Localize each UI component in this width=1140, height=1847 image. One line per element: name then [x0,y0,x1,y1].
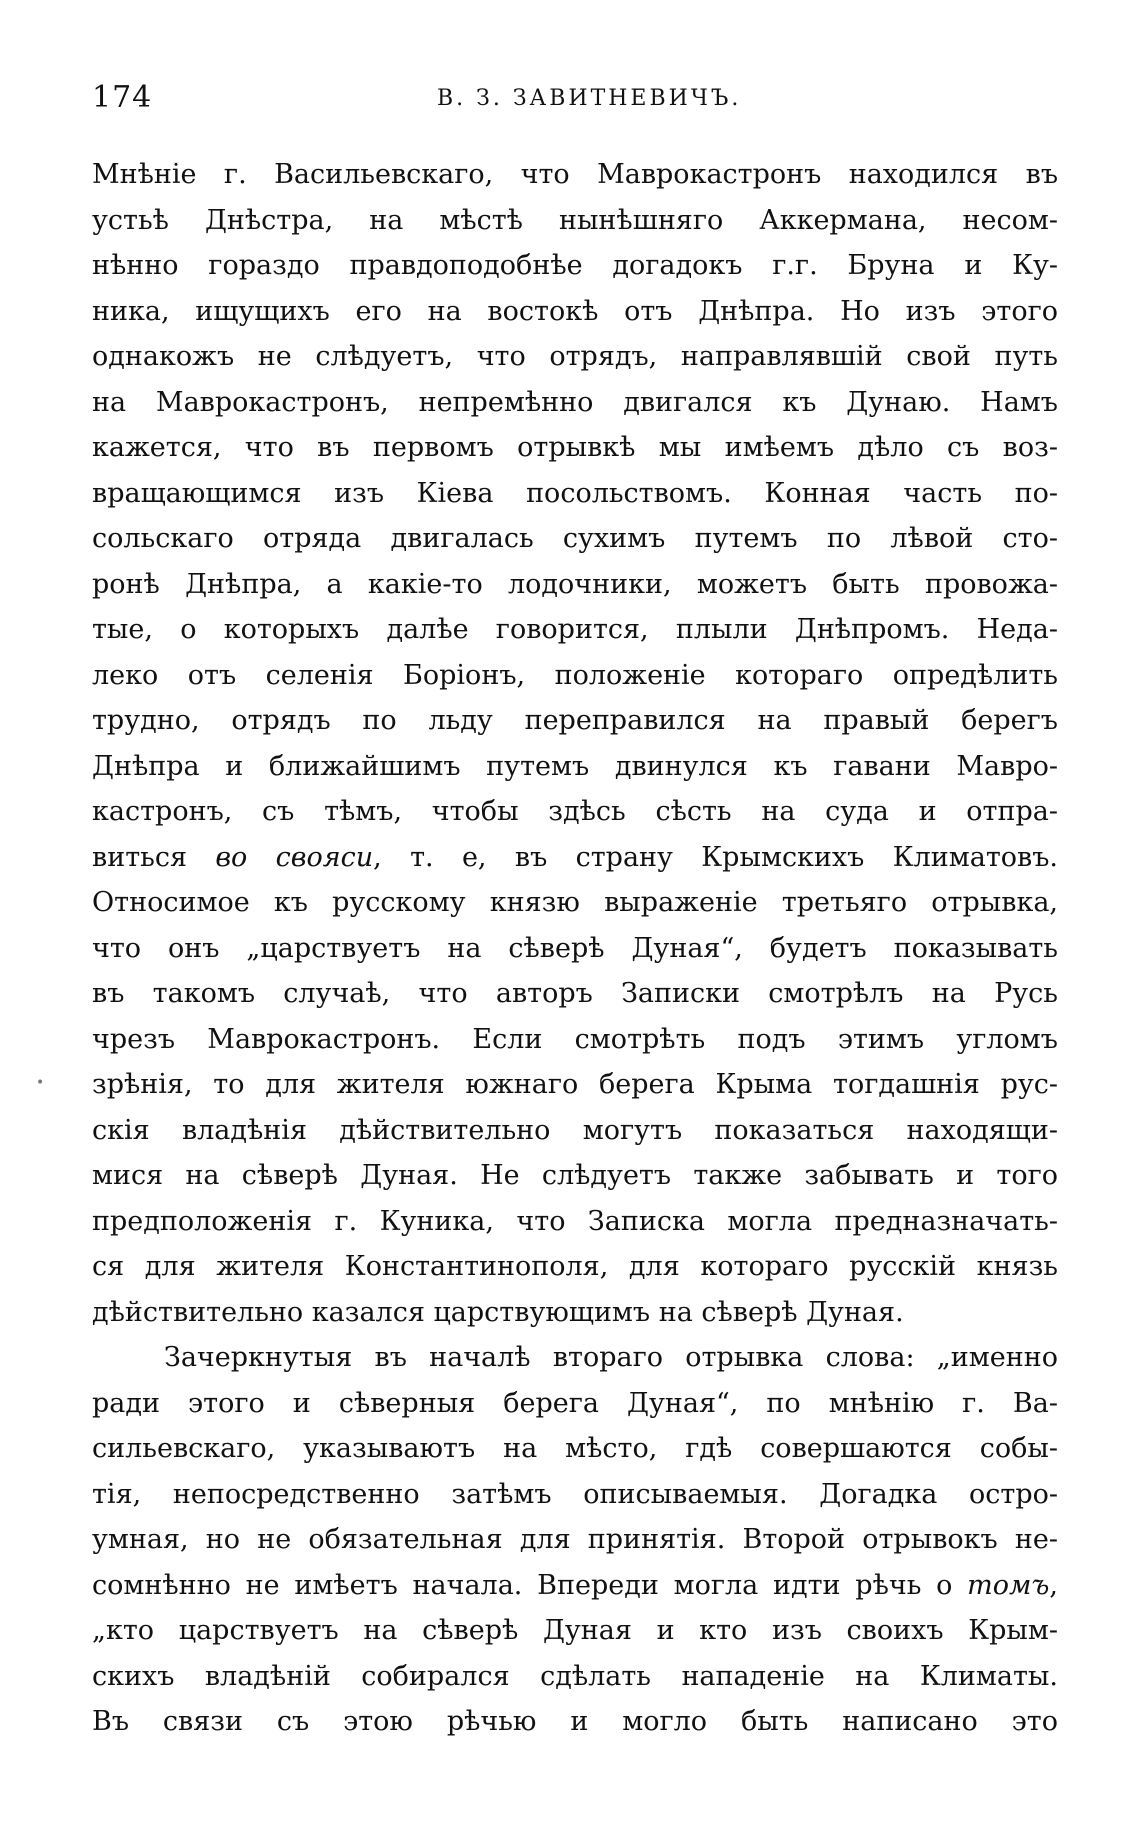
body-text [92,152,1058,1745]
text-line: ника, ищущихъ его на востокѣ отъ Днѣпра. Но изъ этого [92,295,1058,327]
running-head: В. З. ЗАВИТНЕВИЧЪ. [437,86,742,111]
text-line: мися на сѣверѣ Дуная. Не слѣдуетъ также забывать и того [92,1160,1058,1191]
italic-phrase: томъ [967,1569,1050,1601]
text-line: ронѣ Днѣпра, а какіе-то лодочники, можетъ быть провожа- [92,568,1058,600]
text-line: нѣнно гораздо правдоподобнѣе догадокъ г.г. Бруна и Ку- [92,250,1058,281]
text-line: Мнѣніе г. Васильевскаго, что Маврокастронъ находился въ [92,159,1058,190]
text-line: трудно, отрядъ по льду переправился на правый берегъ [92,705,1058,736]
page-header [92,80,1052,120]
text-line: на Маврокастронъ, непремѣнно двигался къ Дунаю. Намъ [92,386,1058,418]
text-line: вращающимся изъ Кіева посольствомъ. Конная часть по- [92,477,1058,509]
text-line: зрѣнія, то для жителя южнаго берега Крыма тогдашнія рус- [92,1069,1058,1100]
text-line: кастронъ, съ тѣмъ, чтобы здѣсь сѣсть на суда и отпра- [92,796,1058,827]
text-line: чрезъ Маврокастронъ. Если смотрѣть подъ этимъ угломъ [92,1023,1058,1055]
text-line: однакожъ не слѣдуетъ, что отрядъ, направлявшій свой путь [92,341,1058,372]
text-line: въ такомъ случаѣ, что авторъ Записки смотрѣлъ на Русь [92,978,1058,1009]
text-line: „кто царствуетъ на сѣверѣ Дуная и кто изъ своихъ Крым- [92,1615,1058,1646]
paragraph-1 [92,152,1058,1335]
text-line: предположенія г. Куника, что Записка могла предназначать- [92,1205,1058,1237]
text-line: кажется, что въ первомъ отрывкѣ мы имѣемъ дѣло съ воз- [92,432,1058,463]
text-line: скія владѣнія дѣйствительно могутъ показаться находящи- [92,1114,1058,1146]
text-line: ради этого и сѣверныя берега Дуная“, по мнѣнію г. Ва- [92,1387,1058,1419]
text-line: что онъ „царствуетъ на сѣверѣ Дуная“, будетъ показывать [92,932,1058,964]
text-line: Относимое къ русскому князю выраженіе третьяго отрывка, [92,887,1058,918]
text-line: скихъ владѣній собирался сдѣлать нападеніе на Климаты. [92,1660,1058,1692]
margin-mark: • [36,1075,45,1091]
text-line: Зачеркнутыя въ началѣ втораго отрывка слова: „именно [164,1342,1058,1373]
text-line: ся для жителя Константинополя, для котораго русскій князь [92,1251,1058,1282]
paragraph-2 [92,1335,1058,1745]
text-line: умная, но не обязательная для принятія. Второй отрывокъ не- [92,1524,1058,1555]
text-line-italic: виться во свояси, т. е, въ страну Крымскихъ Климатовъ. [92,841,1058,873]
text-line: дѣйствительно казался царствующимъ на сѣверѣ Дуная. [92,1296,904,1328]
text-line: сильевскаго, указываютъ на мѣсто, гдѣ совершаются собы- [92,1433,1058,1464]
text-line: тія, непосредственно затѣмъ описываемыя. Догадка остро- [92,1478,1058,1510]
text-line: тые, о которыхъ далѣе говорится, плыли Днѣпромъ. Неда- [92,614,1058,645]
text-line: устьѣ Днѣстра, на мѣстѣ нынѣшняго Аккермана, несом- [92,204,1058,236]
text-line-italic: сомнѣнно не имѣетъ начала. Впереди могла идти рѣчь о томъ, [92,1569,1058,1601]
text-line: Днѣпра и ближайшимъ путемъ двинулся къ гавани Мавро- [92,750,1058,782]
page-number: 174 [92,80,153,115]
italic-phrase: во свояси [215,841,374,873]
text-line: Въ связи съ этою рѣчью и могло быть написано это [92,1706,1058,1737]
text-line: леко отъ селенія Боріонъ, положеніе котораго опредѣлить [92,659,1058,691]
text-line: сольскаго отряда двигалась сухимъ путемъ по лѣвой сто- [92,523,1058,554]
